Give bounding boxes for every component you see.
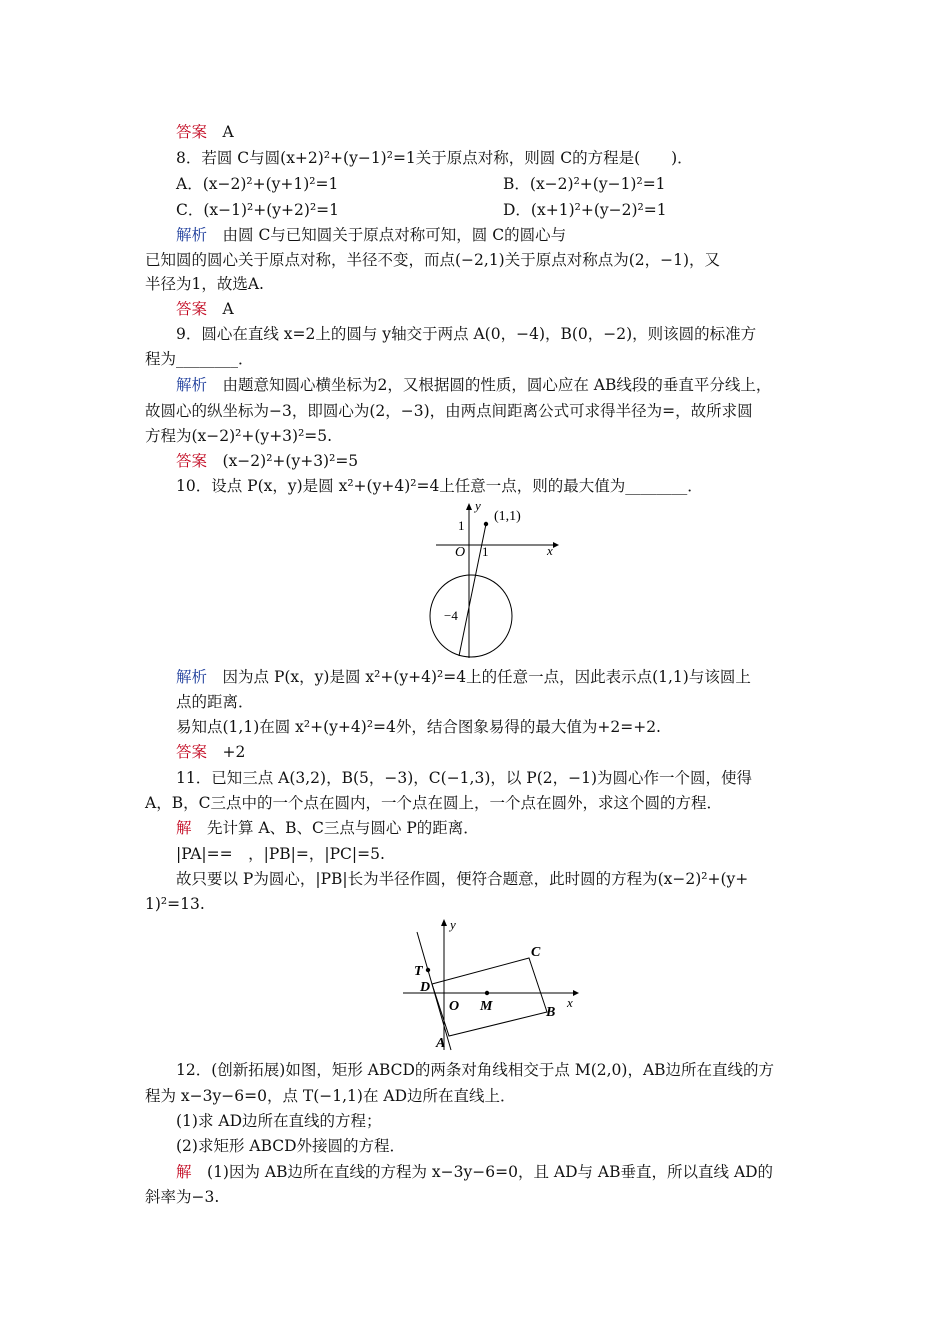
x-one-label: 1 (482, 544, 489, 559)
q12-solution (176, 1161, 773, 1183)
minus-four-label: −4 (444, 608, 458, 623)
y-axis-arrow (441, 919, 447, 926)
rectangle-figure (395, 912, 595, 1052)
q12-stem: 12．(创新拓展)如图，矩形 ABCD的两条对角线相交于点 M(2,0)，AB边所在直线的方 (176, 1061, 775, 1079)
origin-label: O (449, 999, 460, 1014)
solution-text: 先计算 A、B、C三点与圆心 P的距离． (191, 819, 479, 837)
answer-text: A (207, 300, 234, 318)
q8-option-c: C．(x−1)²+(y+2)²=1 (176, 201, 340, 219)
q11-stem: 11．已知三点 A(3,2)，B(5，−3)，C(−1,3)，以 P(2，−1)为圆心作一个圆，使得 (176, 769, 753, 787)
point-m (485, 991, 489, 995)
x-axis-arrow (553, 542, 559, 548)
solution-tag: 解 (176, 819, 192, 837)
solution-text: 由题意知圆心横坐标为2，又根据圆的性质，圆心应在 AB线段的垂直平分线上， (207, 376, 772, 394)
q10-solution (176, 666, 751, 688)
origin-label: O (455, 545, 466, 560)
q12-part1: (1)求 AD边所在直线的方程； (176, 1112, 382, 1130)
point-label: (1,1) (494, 509, 521, 524)
solution-tag: 解 (176, 1163, 192, 1181)
y-label: y (450, 917, 456, 932)
q10-answer (176, 741, 245, 763)
solution-text: 由圆 C与已知圆关于原点对称可知，圆 C的圆心与 (207, 226, 567, 244)
q9-solution-line2: 故圆心的纵坐标为−3，即圆心为(2，−3)，由两点间距离公式可求得半径为=，故所求圆 (145, 402, 753, 420)
a-label: A (436, 1036, 446, 1051)
q8-option-d: D．(x+1)²+(y−2)²=1 (503, 201, 667, 219)
answer-text: +2 (207, 743, 246, 761)
q11-stem-line2: A，B，C三点中的一个点在圆内，一个点在圆上，一个点在圆外，求这个圆的方程． (145, 794, 722, 812)
b-label: B (546, 1005, 556, 1020)
q11-solution-line2: |PA|== ，|PB|=，|PC|=5. (176, 845, 385, 863)
q8-stem: 8．若圆 C与圆(x+2)²+(y−1)²=1关于原点对称，则圆 C的方程是( )． (176, 149, 693, 167)
c-label: C (531, 945, 541, 960)
q9-solution (176, 374, 771, 396)
answer-text: A (207, 123, 234, 141)
q12-stem-line2: 程为 x−3y−6=0，点 T(−1,1)在 AD边所在直线上． (145, 1087, 516, 1105)
q11-solution (176, 817, 479, 839)
q8-solution-line3: 半径为1，故选A. (145, 275, 264, 293)
t-label: T (414, 964, 423, 979)
x-label: x (567, 995, 573, 1010)
q8-option-a: A．(x−2)²+(y+1)²=1 (176, 175, 339, 193)
q12-part2: (2)求矩形 ABCD外接圆的方程． (176, 1137, 406, 1155)
solution-tag: 解析 (176, 226, 208, 244)
q9-stem: 9．圆心在直线 x=2上的圆与 y轴交于两点 A(0，−4)，B(0，−2)，则该圆的标准方 (176, 325, 757, 343)
y-label: y (475, 500, 481, 513)
q12-solution-line2: 斜率为−3. (145, 1188, 220, 1206)
q11-solution-line4: 1)²=13. (145, 895, 205, 913)
q10-solution-line2: 点的距离． (176, 693, 254, 711)
circle (430, 575, 512, 657)
answer-tag: 答案 (176, 743, 208, 761)
q9-stem-line2: 程为________． (145, 350, 254, 368)
q8-answer (176, 298, 234, 320)
q10-solution-line3: 易知点(1,1)在圆 x²+(y+4)²=4外，结合图象易得的最大值为+2=+2. (176, 718, 661, 736)
q8-solution-line2: 已知圆的圆心关于原点对称，半径不变，而点(−2,1)关于原点对称点为(2，−1)，又 (145, 251, 721, 269)
y-axis-arrow (466, 503, 472, 510)
q8-option-b: B．(x−2)²+(y−1)²=1 (503, 175, 666, 193)
point-1-1 (484, 522, 488, 526)
solution-tag: 解析 (176, 668, 208, 686)
y-one-label: 1 (458, 518, 465, 533)
q8-solution (176, 224, 566, 246)
m-label: M (480, 999, 493, 1014)
d-label: D (420, 980, 431, 995)
solution-text: (1)因为 AB边所在直线的方程为 x−3y−6=0，且 AD与 AB垂直，所以直线 AD的 (191, 1163, 774, 1181)
x-label: x (547, 543, 553, 558)
circle-figure (420, 500, 570, 660)
answer-text: (x−2)²+(y+3)²=5 (207, 452, 359, 470)
x-axis-arrow (573, 990, 579, 996)
answer-tag: 答案 (176, 452, 208, 470)
answer-tag: 答案 (176, 123, 208, 141)
q9-answer (176, 450, 358, 472)
answer-tag: 答案 (176, 300, 208, 318)
point-t (426, 968, 430, 972)
solution-text: 因为点 P(x，y)是圆 x²+(y+4)²=4上的任意一点，因此表示点(1,1)与该圆上 (207, 668, 751, 686)
q7-answer (176, 121, 234, 143)
q9-solution-line3: 方程为(x−2)²+(y+3)²=5. (145, 427, 333, 445)
q11-solution-line3: 故只要以 P为圆心，|PB|长为半径作圆，便符合题意，此时圆的方程为(x−2)²+(y+ (176, 870, 749, 888)
q10-stem: 10．设点 P(x，y)是圆 x²+(y+4)²=4上任意一点，则的最大值为________． (176, 477, 703, 495)
solution-tag: 解析 (176, 376, 208, 394)
rectangle-abcd (432, 958, 547, 1036)
